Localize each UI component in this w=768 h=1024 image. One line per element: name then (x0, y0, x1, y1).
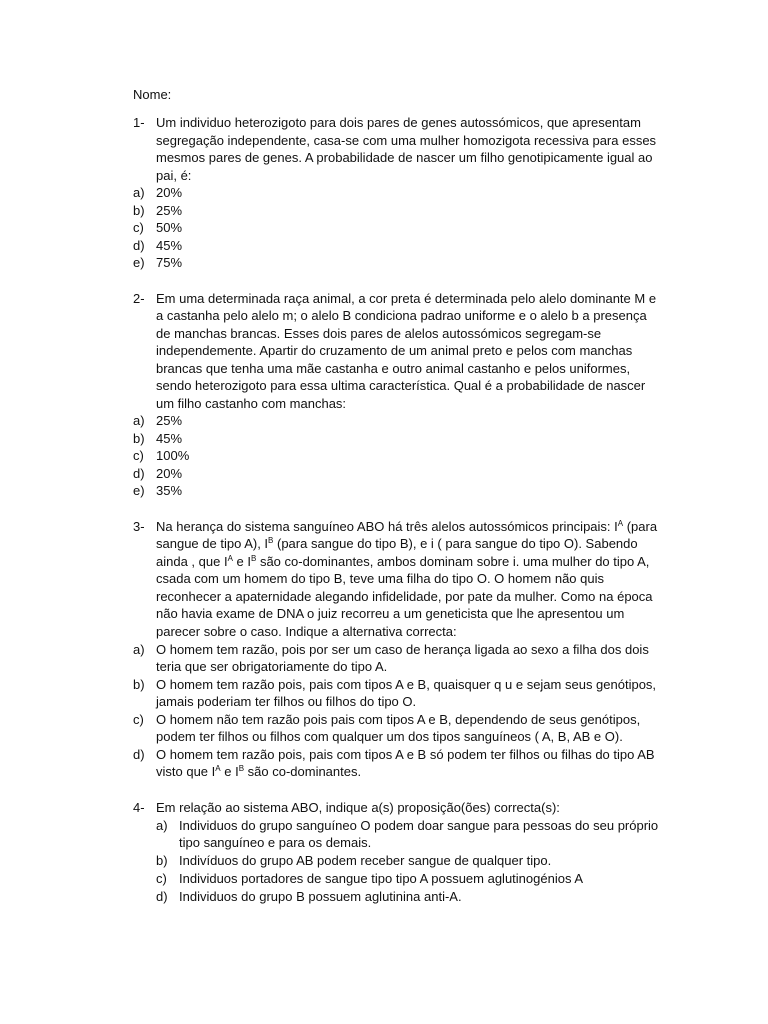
option-letter: b) (156, 853, 168, 868)
option-letter: a) (156, 818, 168, 833)
question-text: não havia exame de DNA o juiz recorreu a um geneticista que lhe apresentou um (156, 606, 625, 621)
option-text: 35% (156, 483, 183, 498)
option-text: O homem tem razão pois, pais com tipos A e B, quaisquer q u e sejam seus genótipos, (156, 677, 657, 692)
question-number: 4- (133, 800, 145, 815)
option-letter: c) (156, 871, 167, 886)
option-text: O homem não tem razão pois pais com tipos A e B, dependendo de seus genótipos, (156, 712, 641, 727)
question-text: segregação independente, casa-se com uma mulher homozigota recessiva para esses (156, 133, 657, 148)
question-text: brancas que tenha uma mãe castanha e outro animal castanho e pelos uniformes, (156, 361, 631, 376)
option-text: O homem tem razão pois, pais com tipos A e B só podem ter filhos ou filhas do tipo AB (156, 747, 655, 762)
option-letter: d) (133, 238, 145, 253)
option-letter: a) (133, 642, 145, 657)
option-text: 75% (156, 255, 183, 270)
option-text: podem ter filhos ou filhos com qualquer um dos tipos sanguíneos ( A, B, AB e O). (156, 729, 623, 744)
option-letter: c) (133, 712, 144, 727)
option-text: Individuos portadores de sangue tipo tipo A possuem aglutinogénios A (179, 871, 584, 886)
option-letter: d) (133, 747, 145, 762)
option-letter: a) (133, 413, 145, 428)
question-text: sendo heterozigoto para essa ultima característica. Qual é a probabilidade de nascer (156, 378, 646, 393)
option-letter: c) (133, 448, 144, 463)
option-text: jamais poderiam ter filhos ou filhos do tipo O. (156, 694, 417, 709)
question-text: reconhecer a apaternidade alegando infidelidade, por pate da mulher. Como na época (156, 589, 653, 604)
option-letter: d) (156, 889, 168, 904)
option-text: 25% (156, 413, 183, 428)
question-text: ainda , que $I^A$ e $I^B$ são co-dominantes, ambos dominam sobre i. uma mulher do tipo A, (156, 554, 650, 569)
question-text: independemente. Apartir do cruzamento de um animal preto e pelos com manchas (156, 343, 633, 358)
option-letter: b) (133, 431, 145, 446)
question-text: sangue de tipo A), $I^B$ (para sangue do tipo B), e i ( para sangue do tipo O). Sabendo (156, 536, 638, 551)
question-text: Em relação ao sistema ABO, indique a(s) proposição(ões) correcta(s): (156, 800, 560, 815)
question-text: csada com um homem do tipo B, teve uma filha do tipo O. O homem não quis (156, 571, 604, 586)
nome-label: Nome: (133, 87, 172, 102)
option-text: tipo sanguíneo e para os demais. (179, 835, 372, 850)
question-text: de manchas brancas. Esses dois pares de alelos autossómicos segregam-se (156, 326, 602, 341)
question-text: pai, é: (156, 168, 192, 183)
question-number: 1- (133, 115, 145, 130)
option-text: O homem tem razão, pois por ser um caso de herança ligada ao sexo a filha dos dois (156, 642, 649, 657)
option-letter: e) (133, 255, 145, 270)
question-text: um filho castanho com manchas: (156, 396, 347, 411)
option-letter: e) (133, 483, 145, 498)
option-text: 20% (156, 466, 183, 481)
question-text: Em uma determinada raça animal, a cor preta é determinada pelo alelo dominante M e (156, 291, 657, 306)
question-number: 3- (133, 519, 145, 534)
option-text: 45% (156, 238, 183, 253)
question-text: mesmos pares de genes. A probabilidade de nascer um filho genotipicamente igual ao (156, 150, 653, 165)
question-text: Um individuo heterozigoto para dois pares de genes autossómicos, que apresentam (156, 115, 641, 130)
option-text: 50% (156, 220, 183, 235)
option-letter: b) (133, 203, 145, 218)
option-text: teria que ser obrigatoriamente do tipo A. (156, 659, 388, 674)
option-text: Indivíduos do grupo AB podem receber sangue de qualquer tipo. (179, 853, 552, 868)
option-text: Individuos do grupo B possuem aglutinina anti-A. (179, 889, 462, 904)
question-text: Na herança do sistema sanguíneo ABO há três alelos autossómicos principais: $I^A$ (para (156, 519, 658, 534)
option-text: 100% (156, 448, 190, 463)
option-letter: b) (133, 677, 145, 692)
option-text: 45% (156, 431, 183, 446)
option-letter: c) (133, 220, 144, 235)
option-letter: d) (133, 466, 145, 481)
question-text: a castanha pelo alelo m; o alelo B condiciona padrao uniforme e o alelo b a presença (156, 308, 647, 323)
question-text: parecer sobre o caso. Indique a alternativa correcta: (156, 624, 457, 639)
option-text: 25% (156, 203, 183, 218)
option-text: Individuos do grupo sanguíneo O podem doar sangue para pessoas do seu próprio (179, 818, 659, 833)
option-text: visto que $I^A$ e $I^B$ são co-dominantes. (156, 764, 362, 779)
option-letter: a) (133, 185, 145, 200)
option-text: 20% (156, 185, 183, 200)
question-number: 2- (133, 291, 145, 306)
